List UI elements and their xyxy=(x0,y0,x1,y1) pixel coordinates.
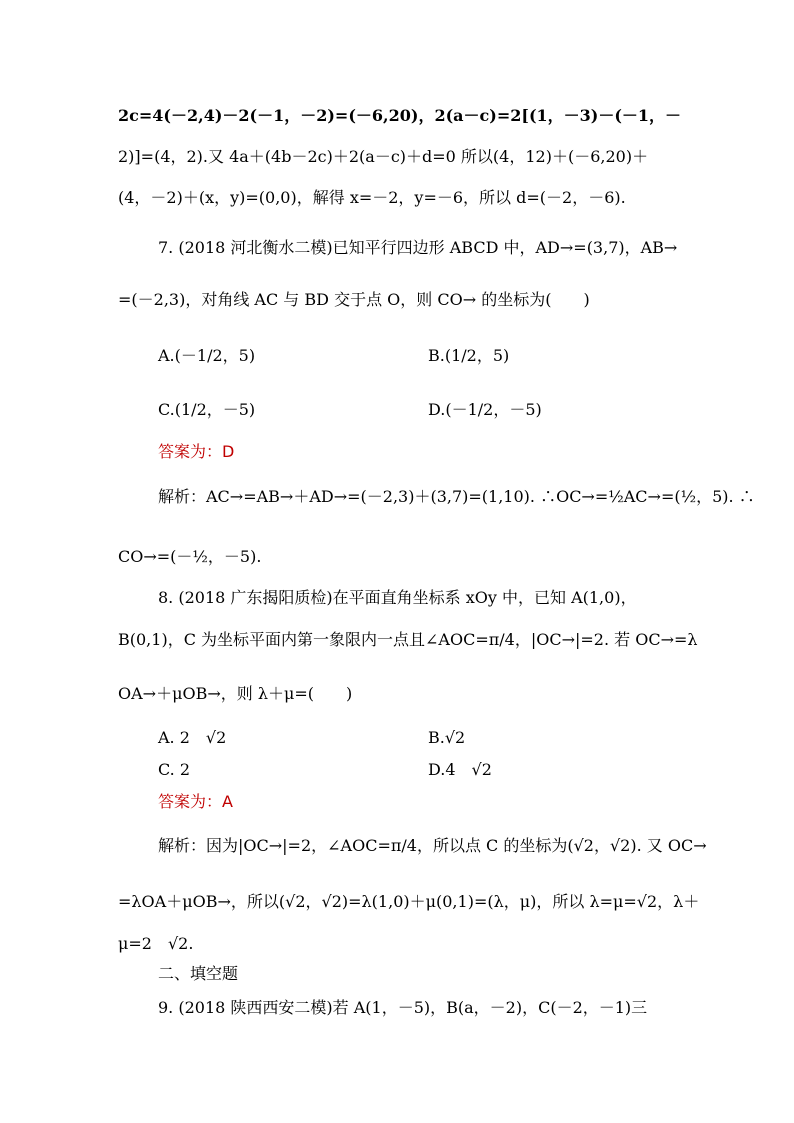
question-8-stem-cont: B(0,1)，C 为坐标平面内第一象限内一点且∠AOC=π/4，|OC→|=2. 若 OC→=λ xyxy=(118,630,698,649)
question-7-stem-cont: =(－2,3)，对角线 AC 与 BD 交于点 O，则 CO→ 的坐标为( ) xyxy=(118,290,590,309)
text-line-1: 2c=4(－2,4)－2(－1，－2)=(－6,20)，2(a－c)=2[(1，－3)－(－1，－ xyxy=(118,106,682,125)
question-8-stem: 8. (2018 广东揭阳质检)在平面直角坐标系 xOy 中，已知 A(1,0)， xyxy=(158,588,637,607)
q8-option-d: D.4 √2 xyxy=(428,760,492,779)
question-9-stem: 9. (2018 陕西西安二模)若 A(1，－5)，B(a，－2)，C(－2，－1)三 xyxy=(158,998,648,1017)
q7-option-a: A.(－1/2，5) xyxy=(158,346,256,365)
q7-solution: 解析：AC→=AB→＋AD→=(－2,3)＋(3,7)=(1,10). ∴OC→=½AC→=(½，5). ∴ xyxy=(158,487,755,506)
q8-solution: 解析：因为|OC→|=2，∠AOC=π/4，所以点 C 的坐标为(√2，√2). 又 OC→ xyxy=(158,836,707,855)
q7-option-b: B.(1/2，5) xyxy=(428,346,510,365)
section-heading-fill-in: 二、填空题 xyxy=(158,964,239,983)
q8-option-a: A. 2 √2 xyxy=(158,728,227,747)
q7-option-c: C.(1/2，－5) xyxy=(158,400,256,419)
q8-solution-cont: =λOA＋μOB→，所以(√2，√2)=λ(1,0)＋μ(0,1)=(λ，μ)，所以 λ=μ=√2，λ＋ xyxy=(118,892,700,911)
q7-solution-cont: CO→=(－½，－5). xyxy=(118,547,262,566)
q8-option-c: C. 2 xyxy=(158,760,191,779)
q7-answer: 答案为：D xyxy=(158,442,235,461)
text-line-2: 2)]=(4，2).又 4a＋(4b－2c)＋2(a－c)＋d=0 所以(4，12)＋(－6,20)＋ xyxy=(118,147,649,166)
q8-solution-cont-2: μ=2 √2. xyxy=(118,934,194,953)
question-8-stem-cont-2: OA→＋μOB→，则 λ＋μ=( ) xyxy=(118,684,353,703)
q8-option-b: B.√2 xyxy=(428,728,466,747)
q8-answer: 答案为：A xyxy=(158,792,233,811)
text-line-3: (4，－2)＋(x，y)=(0,0)，解得 x=－2，y=－6，所以 d=(－2，－6). xyxy=(118,188,626,207)
question-7-stem: 7. (2018 河北衡水二模)已知平行四边形 ABCD 中，AD→=(3,7)，AB→ xyxy=(158,238,678,257)
q7-option-d: D.(－1/2，－5) xyxy=(428,400,542,419)
